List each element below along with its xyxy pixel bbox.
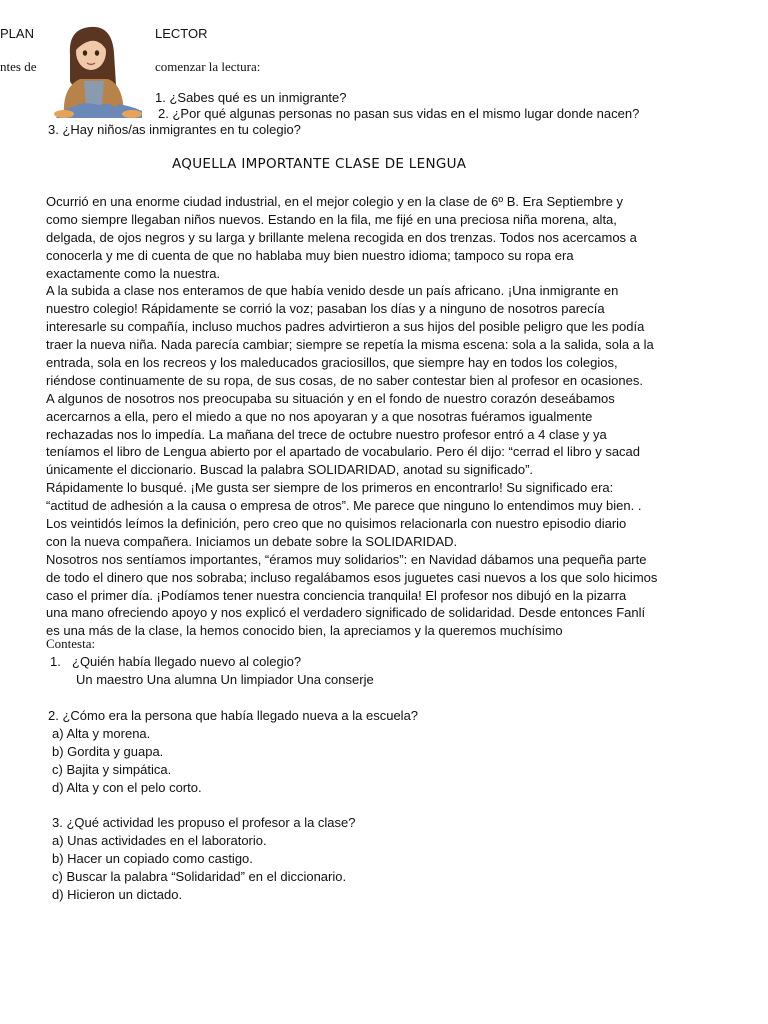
girl-illustration (50, 25, 145, 118)
question-1-options: Un maestro Una alumna Un limpiador Una conserje (76, 672, 374, 687)
question-2-option-b: b) Gordita y guapa. (52, 744, 164, 759)
question-3-option-a: a) Unas actividades en el laboratorio. (52, 833, 267, 848)
story-line: interesarle su compañía, incluso muchos padres advirtieron a sus hijos del posible peligro que les podía (46, 319, 645, 335)
story-line: Ocurrió en una enorme ciudad industrial, en el mejor colegio y en la clase de 6º B. Era Septiembre y (46, 194, 624, 209)
story-body (46, 193, 718, 640)
pre-question-2: 2. ¿Por qué algunas personas no pasan sus vidas en el mismo lugar donde nacen? (158, 106, 640, 121)
story-line: acercarnos a ella, pero el miedo a que no nos apoyaran y a que nosotras fuéramos igualmente (46, 408, 593, 424)
comenzar-label: comenzar la lectura: (155, 59, 261, 74)
lector-label: LECTOR (155, 26, 208, 41)
story-line: caso el primer día. ¡Podíamos tener nuestra conciencia tranquila! El profesor nos dibujó en la pizarra (46, 587, 627, 603)
pre-question-1: 1. ¿Sabes qué es un inmigrante? (155, 90, 347, 105)
story-line: una mano ofreciendo apoyo y nos explicó el verdadero significado de solidaridad. Desde entonces Fanlí (46, 605, 646, 621)
question-3: 3. ¿Qué actividad les propuso el profesor a la clase? (52, 815, 356, 830)
story-line: traer la nueva niña. Nada parecía cambiar; siempre se repetía la misma escena: sola a la salida, sola a la (46, 337, 654, 353)
story-line: con la nueva compañera. Iniciamos un debate sobre la SOLIDARIDAD. (46, 533, 458, 549)
question-3-option-b: b) Hacer un copiado como castigo. (52, 851, 253, 866)
question-2-option-d: d) Alta y con el pelo corto. (52, 780, 202, 795)
plan-label: PLAN (0, 26, 34, 41)
question-3-option-d: d) Hicieron un dictado. (52, 887, 183, 902)
story-line: delgada, de ojos negros y su larga y brillante melena recogida en dos trenzas. Todos nos acercamos a (46, 229, 637, 245)
contesta-heading: Contesta: (46, 636, 96, 651)
question-2: 2. ¿Cómo era la persona que había llegado nueva a la escuela? (48, 708, 419, 723)
story-line: es una más de la clase, la hemos conocido bien, la apreciamos y la queremos muchísimo (46, 623, 563, 639)
story-line: conocerla y me di cuenta de que no hablaba muy bien nuestro idioma; tampoco su ropa era (46, 247, 574, 263)
story-title: AQUELLA IMPORTANTE CLASE DE LENGUA (172, 156, 467, 172)
story-line: nuestro colegio! Rápidamente se corrió la voz; pasaban los días y a ninguno de nosotros parecía (46, 301, 605, 317)
question-1: ¿Quién había llegado nuevo al colegio? (72, 654, 302, 669)
story-line: de todo el dinero que nos sobraba; incluso regalábamos esos juguetes casi nuevos a los que solo hicimos (46, 569, 658, 585)
question-3-option-c: c) Buscar la palabra “Solidaridad” en el diccionario. (52, 869, 347, 884)
story-line: rechazadas nos lo impedía. La mañana del trece de octubre nuestro profesor entró a 4 clase y ya (46, 426, 607, 442)
story-line: Nosotros nos sentíamos importantes, “éramos muy solidarios”: en Navidad dábamos una pequeña parte (46, 551, 647, 567)
question-1-number: 1. (50, 654, 61, 669)
story-line: A la subida a clase nos enteramos de que había venido desde un país africano. ¡Una inmigrante en (46, 283, 619, 299)
story-line: entrada, sola en los recreos y los maleducados graciosillos, que siempre hay en todos los colegios, (46, 355, 618, 371)
question-2-option-a: a) Alta y morena. (52, 726, 151, 741)
story-line: riéndose continuamente de su ropa, de sus cosas, de no saber contestar bien al profesor en ocasiones. (46, 372, 643, 388)
story-line: “actitud de adhesión a la causa o empresa de otros”. Me parece que ninguno lo entendimos muy bien. . (46, 498, 642, 514)
story-line: A algunos de nosotros nos preocupaba su situación y en el fondo de nuestro corazón deseábamos (46, 390, 615, 406)
antes-label: ntes de (0, 59, 37, 74)
story-line: como siempre llegaban niños nuevos. Estando en la fila, me fijé en una preciosa niña morena, alta, (46, 211, 617, 227)
story-line: Los veintidós leímos la definición, pero creo que no quisimos relacionarla con nuestro episodio diario (46, 516, 627, 532)
story-line: teníamos el libro de Lengua abierto por el apartado de vocabulario. Pero él dijo: “cerrad el libro y sacad (46, 444, 641, 460)
story-line: únicamente el diccionario. Buscad la palabra SOLIDARIDAD, anotad su significado”. (46, 462, 534, 478)
story-line: exactamente como la nuestra. (46, 265, 221, 281)
question-2-option-c: c) Bajita y simpática. (52, 762, 172, 777)
pre-question-3: 3. ¿Hay niños/as inmigrantes en tu colegio? (48, 122, 301, 137)
story-line: Rápidamente lo busqué. ¡Me gusta ser siempre de los primeros en encontrarlo! Su significado era: (46, 480, 614, 496)
